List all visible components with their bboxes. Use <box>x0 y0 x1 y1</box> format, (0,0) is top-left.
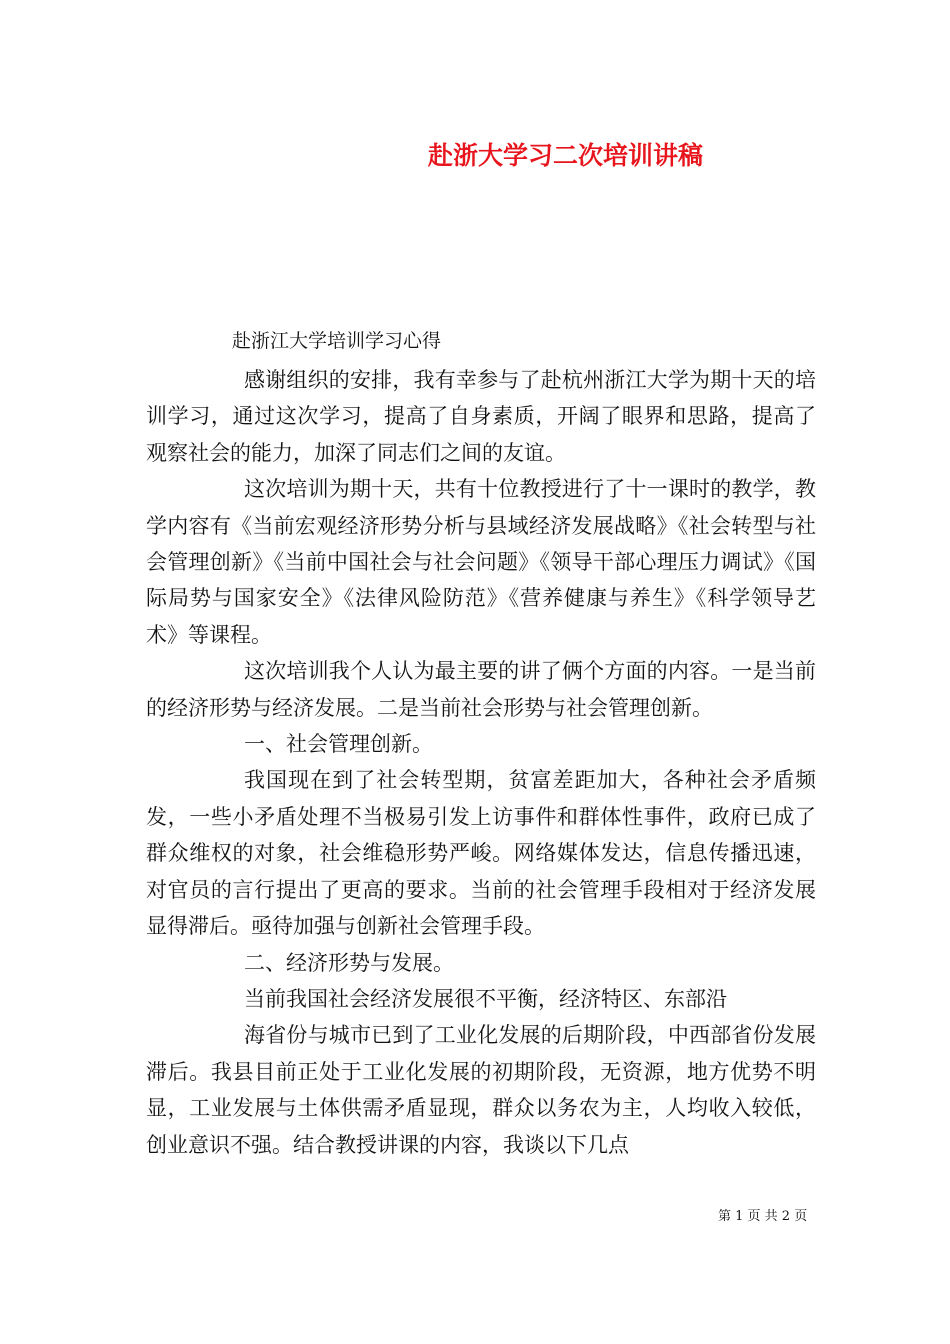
paragraph: 我国现在到了社会转型期，贫富差距加大，各种社会矛盾频发，一些小矛盾处理不当极易引发上访事件和群体性事件，政府已成了群众维权的对象，社会维稳形势严峻。网络媒体发达，信息传播迅速，对官员的言行提出了更高的要求。当前的社会管理手段相对于经济发展显得滞后。亟待加强与创新社会管理手段。 <box>146 768 816 939</box>
document-body <box>146 362 816 1163</box>
page-footer: 第 1 页 共 2 页 <box>718 1209 808 1224</box>
paragraph: 感谢组织的安排，我有幸参与了赴杭州浙江大学为期十天的培训学习，通过这次学习，提高了自身素质，开阔了眼界和思路，提高了观察社会的能力，加深了同志们之间的友谊。 <box>146 368 816 465</box>
section-heading: 一、社会管理创新。 <box>244 732 433 757</box>
paragraph: 这次培训我个人认为最主要的讲了俩个方面的内容。一是当前的经济形势与经济发展。二是当前社会形势与社会管理创新。 <box>146 659 816 720</box>
document-subtitle: 赴浙江大学培训学习心得 <box>232 330 442 352</box>
paragraph: 这次培训为期十天，共有十位教授进行了十一课时的教学，教学内容有《当前宏观经济形势分析与县域经济发展战略》《社会转型与社会管理创新》《当前中国社会与社会问题》《领导干部心理压力调试》《国际局势与国家安全》《法律风险防范》《营养健康与养生》《科学领导艺术》等课程。 <box>146 477 816 647</box>
paragraph: 海省份与城市已到了工业化发展的后期阶段，中西部省份发展滞后。我县目前正处于工业化发展的初期阶段，无资源，地方优势不明显，工业发展与土体供需矛盾显现，群众以务农为主，人均收入较低，创业意识不强。结合教授讲课的内容，我谈以下几点 <box>146 1023 816 1157</box>
document-title: 赴浙大学习二次培训讲稿 <box>428 141 704 170</box>
section-heading: 二、经济形势与发展。 <box>244 950 454 975</box>
paragraph: 当前我国社会经济发展很不平衡，经济特区、东部沿 <box>244 986 727 1011</box>
